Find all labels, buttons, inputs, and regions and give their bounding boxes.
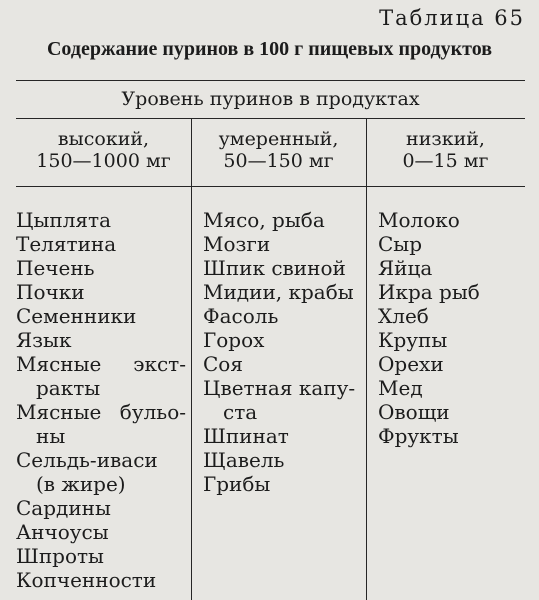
list-item: Анчоусы bbox=[16, 520, 109, 544]
column-header-high-range: 150—1000 мг bbox=[36, 150, 171, 172]
list-item: Крупы bbox=[378, 328, 448, 352]
column-header-high bbox=[16, 128, 191, 172]
list-item: Язык bbox=[16, 328, 72, 352]
list-item: Шпик свиной bbox=[203, 256, 346, 280]
column-header-moderate-range: 50—150 мг bbox=[223, 150, 334, 172]
column-divider-2 bbox=[366, 118, 367, 600]
list-item: Семенники bbox=[16, 304, 137, 328]
list-item: Мясо, рыба bbox=[203, 208, 325, 232]
list-item-word: экст- bbox=[133, 352, 186, 376]
list-item: Мидии, крабы bbox=[203, 280, 354, 304]
column-header-high-label: высокий, bbox=[57, 128, 150, 150]
list-item: Печень bbox=[16, 256, 95, 280]
list-item: Мед bbox=[378, 376, 423, 400]
list-item: Телятина bbox=[16, 232, 117, 256]
list-item: Копченности bbox=[16, 568, 157, 592]
moderate-purine-column bbox=[203, 208, 361, 496]
list-item: Мозги bbox=[203, 232, 271, 256]
list-item: Сардины bbox=[16, 496, 111, 520]
list-item: Цветная капу- bbox=[203, 376, 356, 400]
list-item: Соя bbox=[203, 352, 243, 376]
list-item: Шпинат bbox=[203, 424, 289, 448]
list-item: Шпроты bbox=[16, 544, 104, 568]
list-item: Цыплята bbox=[16, 208, 111, 232]
column-header-low-label: низкий, bbox=[406, 128, 485, 150]
list-item: Сельдь-иваси bbox=[16, 448, 158, 472]
list-item: Грибы bbox=[203, 472, 271, 496]
list-item-continuation: (в жире) bbox=[36, 472, 126, 496]
list-item-continuation: ста bbox=[223, 400, 258, 424]
column-header-moderate bbox=[191, 128, 366, 172]
column-header-moderate-label: умеренный, bbox=[218, 128, 339, 150]
list-item: Овощи bbox=[378, 400, 450, 424]
list-item: Фасоль bbox=[203, 304, 279, 328]
table-title: Содержание пуринов в 100 г пищевых продуктов bbox=[46, 38, 493, 60]
list-item: Икра рыб bbox=[378, 280, 480, 304]
list-item: Щавель bbox=[203, 448, 285, 472]
group-header: Уровень пуринов в продуктах bbox=[121, 88, 420, 110]
list-item: Яйца bbox=[378, 256, 433, 280]
list-item: Хлеб bbox=[378, 304, 429, 328]
column-divider-1 bbox=[191, 118, 192, 600]
table-top-rule bbox=[16, 80, 525, 81]
list-item-word: Мясные bbox=[16, 352, 102, 376]
list-item-word: Мясные bbox=[16, 400, 102, 424]
list-item: Орехи bbox=[378, 352, 444, 376]
high-purine-column bbox=[16, 208, 186, 592]
table-number: Таблица 65 bbox=[379, 6, 525, 30]
list-item: Горох bbox=[203, 328, 265, 352]
column-header-low bbox=[366, 128, 525, 172]
list-item bbox=[16, 352, 186, 376]
list-item: Сыр bbox=[378, 232, 423, 256]
group-header-rule bbox=[16, 118, 525, 119]
list-item-continuation: ракты bbox=[36, 376, 101, 400]
list-item-continuation: ны bbox=[36, 424, 66, 448]
list-item: Почки bbox=[16, 280, 85, 304]
list-item-word: бульо- bbox=[119, 400, 186, 424]
list-item bbox=[16, 400, 186, 424]
column-header-rule bbox=[16, 186, 525, 187]
low-purine-column bbox=[378, 208, 523, 448]
list-item: Фрукты bbox=[378, 424, 459, 448]
column-header-low-range: 0—15 мг bbox=[402, 150, 489, 172]
list-item: Молоко bbox=[378, 208, 460, 232]
